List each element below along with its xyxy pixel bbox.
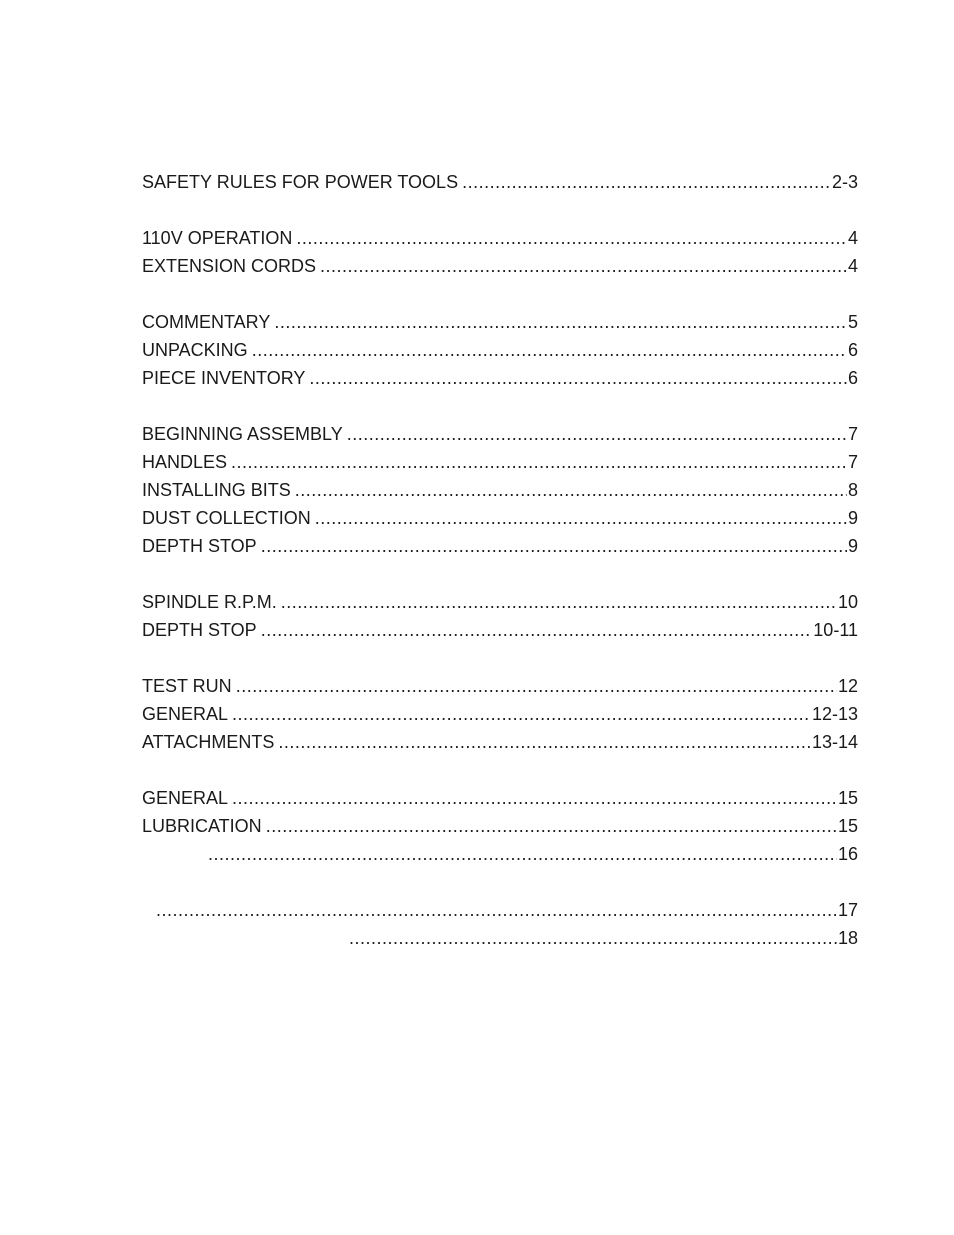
toc-entry-label: SPINDLE R.P.M. bbox=[142, 592, 277, 612]
toc-entry-label: LUBRICATION bbox=[142, 816, 262, 836]
toc-entry-label: ATTACHMENTS bbox=[142, 732, 275, 752]
toc-entry-general-2[interactable] bbox=[142, 784, 858, 812]
toc-entry-label: COMMENTARY bbox=[142, 312, 271, 332]
toc-entry-page: 6 bbox=[847, 340, 858, 360]
toc-entry-page: 10 bbox=[837, 592, 858, 612]
dot-leader bbox=[347, 420, 847, 448]
toc-entry-page: 12 bbox=[837, 676, 858, 696]
dot-leader bbox=[156, 896, 837, 924]
dot-leader bbox=[278, 728, 811, 756]
toc-entry-page: 2-3 bbox=[831, 172, 858, 192]
toc-entry-unlabeled-17[interactable] bbox=[142, 896, 858, 924]
toc-entry-label: DEPTH STOP bbox=[142, 536, 257, 556]
dot-leader bbox=[309, 364, 847, 392]
toc-entry-page: 7 bbox=[847, 424, 858, 444]
toc-entry-test-run[interactable] bbox=[142, 672, 858, 700]
toc-entry-label: TEST RUN bbox=[142, 676, 232, 696]
toc-entry-page: 10-11 bbox=[813, 620, 858, 640]
toc-group-operation bbox=[142, 672, 858, 756]
dot-leader bbox=[349, 924, 837, 952]
toc-entry-lubrication[interactable] bbox=[142, 812, 858, 840]
toc-group-appendix bbox=[142, 896, 858, 952]
toc-entry-handles[interactable] bbox=[142, 448, 858, 476]
toc-entry-label: DEPTH STOP bbox=[142, 620, 257, 640]
toc-group-unpacking bbox=[142, 308, 858, 392]
toc-entry-installing-bits[interactable] bbox=[142, 476, 858, 504]
toc-entry-dust-collection[interactable] bbox=[142, 504, 858, 532]
toc-group-adjustments bbox=[142, 588, 858, 644]
toc-entry-depth-stop[interactable] bbox=[142, 532, 858, 560]
toc-entry-page: 4 bbox=[847, 228, 858, 248]
toc-entry-page: 13-14 bbox=[811, 732, 858, 752]
toc-entry-page: 6 bbox=[847, 368, 858, 388]
table-of-contents bbox=[142, 168, 858, 980]
toc-entry-unpacking[interactable] bbox=[142, 336, 858, 364]
toc-entry-general[interactable] bbox=[142, 700, 858, 728]
toc-entry-label: HANDLES bbox=[142, 452, 228, 472]
toc-group-safety bbox=[142, 168, 858, 196]
toc-entry-page: 5 bbox=[847, 312, 858, 332]
toc-entry-piece-inventory[interactable] bbox=[142, 364, 858, 392]
dot-leader bbox=[315, 504, 847, 532]
dot-leader bbox=[231, 448, 847, 476]
toc-entry-commentary[interactable] bbox=[142, 308, 858, 336]
toc-entry-page: 15 bbox=[837, 816, 858, 836]
toc-entry-beginning-assembly[interactable] bbox=[142, 420, 858, 448]
toc-entry-page: 18 bbox=[837, 928, 858, 948]
toc-entry-depth-stop-2[interactable] bbox=[142, 616, 858, 644]
toc-group-maintenance bbox=[142, 784, 858, 868]
toc-entry-label: 110V OPERATION bbox=[142, 228, 293, 248]
toc-group-electrical bbox=[142, 224, 858, 280]
toc-entry-label: GENERAL bbox=[142, 788, 229, 808]
toc-entry-page: 15 bbox=[837, 788, 858, 808]
toc-entry-page: 9 bbox=[847, 536, 858, 556]
toc-group-assembly bbox=[142, 420, 858, 560]
toc-entry-110v-operation[interactable] bbox=[142, 224, 858, 252]
toc-entry-unlabeled-16[interactable] bbox=[142, 840, 858, 868]
dot-leader bbox=[232, 700, 811, 728]
toc-entry-page: 16 bbox=[837, 844, 858, 864]
toc-entry-page: 7 bbox=[847, 452, 858, 472]
toc-entry-label: DUST COLLECTION bbox=[142, 508, 311, 528]
toc-entry-extension-cords[interactable] bbox=[142, 252, 858, 280]
dot-leader bbox=[261, 616, 813, 644]
dot-leader bbox=[252, 336, 847, 364]
dot-leader bbox=[462, 168, 831, 196]
toc-entry-unlabeled-18[interactable] bbox=[142, 924, 858, 952]
toc-entry-label: EXTENSION CORDS bbox=[142, 256, 317, 276]
toc-entry-label: SAFETY RULES FOR POWER TOOLS bbox=[142, 172, 459, 192]
toc-entry-page: 12-13 bbox=[811, 704, 858, 724]
toc-entry-label: GENERAL bbox=[142, 704, 229, 724]
toc-entry-label: INSTALLING BITS bbox=[142, 480, 291, 500]
toc-entry-page: 17 bbox=[837, 900, 858, 920]
toc-entry-page: 4 bbox=[847, 256, 858, 276]
toc-entry-safety-rules[interactable] bbox=[142, 168, 858, 196]
dot-leader bbox=[320, 252, 847, 280]
toc-entry-spindle-rpm[interactable] bbox=[142, 588, 858, 616]
dot-leader bbox=[232, 784, 837, 812]
dot-leader bbox=[266, 812, 837, 840]
toc-entry-page: 9 bbox=[847, 508, 858, 528]
dot-leader bbox=[274, 308, 847, 336]
toc-entry-label: BEGINNING ASSEMBLY bbox=[142, 424, 343, 444]
toc-entry-label: UNPACKING bbox=[142, 340, 248, 360]
dot-leader bbox=[296, 224, 847, 252]
toc-entry-attachments[interactable] bbox=[142, 728, 858, 756]
dot-leader bbox=[261, 532, 847, 560]
toc-entry-label: PIECE INVENTORY bbox=[142, 368, 306, 388]
dot-leader bbox=[281, 588, 837, 616]
dot-leader bbox=[208, 840, 837, 868]
dot-leader bbox=[295, 476, 847, 504]
toc-entry-page: 8 bbox=[847, 480, 858, 500]
dot-leader bbox=[236, 672, 837, 700]
